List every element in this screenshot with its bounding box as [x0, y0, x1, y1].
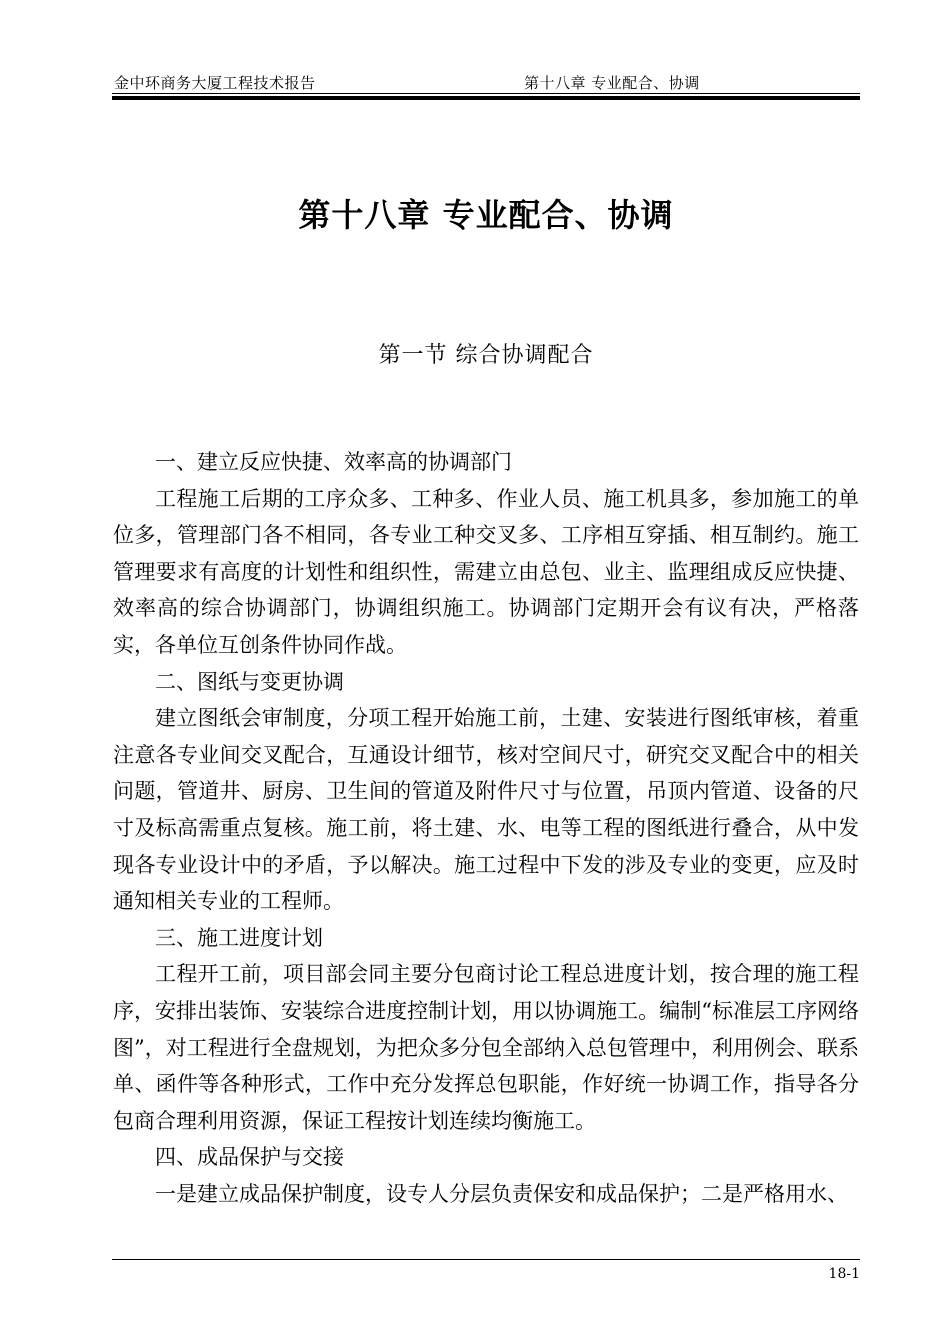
subheading-3: 三、施工进度计划: [155, 925, 323, 950]
body-text: [113, 444, 859, 1212]
paragraph-2: 建立图纸会审制度，分项工程开始施工前，土建、安装进行图纸审核，着重注意各专业间交叉配合，互通设计细节，核对空间尺寸，研究交叉配合中的相关问题，管道井、厨房、卫生间的管道及附件尺寸与位置，吊顶内管道、设备的尺寸及标高需重点复核。施工前，将土建、水、电等工程的图纸进行叠合，从中发现各专业设计中的矛盾，予以解决。施工过程中下发的涉及专业的变更，应及时通知相关专业的工程师。: [113, 706, 859, 914]
paragraph-1: 工程施工后期的工序众多、工种多、作业人员、施工机具多，参加施工的单位多，管理部门各不相同，各专业工种交叉多、工序相互穿插、相互制约。施工管理要求有高度的计划性和组织性，需建立由总包、业主、监理组成反应快捷、效率高的综合协调部门，协调组织施工。协调部门定期开会有议有决，严格落实，各单位互创条件协同作战。: [113, 486, 859, 657]
section-title: 第一节 综合协调配合: [378, 343, 594, 368]
page-header: [112, 66, 860, 92]
subheading-4: 四、成品保护与交接: [155, 1145, 344, 1170]
subheading-2: 二、图纸与变更协调: [155, 669, 344, 694]
header-rule-thin: [112, 93, 860, 94]
chapter-title: 第十八章 专业配合、协调: [298, 196, 674, 234]
footer-rule: [112, 1259, 860, 1260]
header-document-title: 金中环商务大厦工程技术报告: [114, 74, 316, 92]
paragraph-4: 一是建立成品保护制度，设专人分层负责保安和成品保护；二是严格用水、: [155, 1181, 848, 1206]
header-chapter-title: 第十八章 专业配合、协调: [524, 74, 700, 92]
paragraph-3: 工程开工前，项目部会同主要分包商讨论工程总进度计划，按合理的施工程序，安排出装饰、安装综合进度控制计划，用以协调施工。编制“标准层工序网络图”，对工程进行全盘规划，为把众多分包全部纳入总包管理中，利用例会、联系单、函件等各种形式，工作中充分发挥总包职能，作好统一协调工作，指导各分包商合理利用资源，保证工程按计划连续均衡施工。: [113, 962, 859, 1133]
subheading-1: 一、建立反应快捷、效率高的协调部门: [155, 450, 512, 474]
page-number: 18-1: [828, 1266, 860, 1282]
header-rule-thick: [112, 96, 860, 100]
